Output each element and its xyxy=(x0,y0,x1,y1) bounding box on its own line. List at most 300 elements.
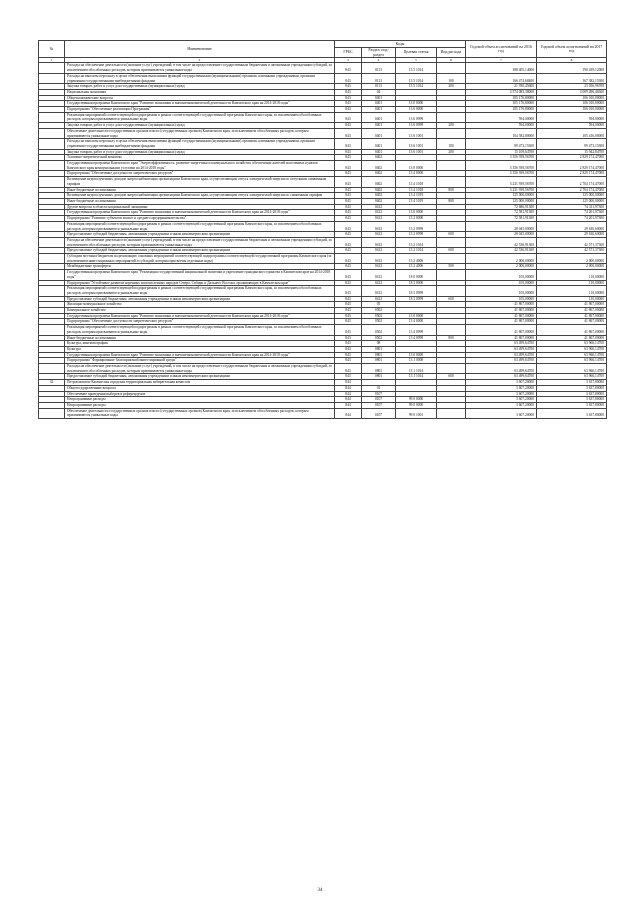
row-target-article: 13 2 0999 xyxy=(396,221,437,231)
row-name: Обеспечение проведения выборов и референдумов xyxy=(65,391,335,397)
row-grbs: 843 xyxy=(335,254,362,264)
row-grbs: 843 xyxy=(335,123,362,129)
row-name: Иные бюджетные ассигнования xyxy=(65,335,335,341)
row-amount-2016: 105,00000 xyxy=(466,286,537,296)
row-razdel: 0401 xyxy=(362,149,396,155)
row-name: Обеспечение деятельности государственных органов власти (государственных органов) Камчатского края, за исключением обособленных расходов, которым присваиваются уникальные коды xyxy=(65,128,335,138)
row-razdel: 0401 xyxy=(362,128,396,138)
row-amount-2017: 63 966,14700 xyxy=(537,358,607,364)
row-razdel: 0412 xyxy=(362,204,396,210)
row-amount-2017: 3 637,80000 xyxy=(537,391,607,397)
row-amount-2016: 63 499,64700 xyxy=(466,341,537,347)
row-expense-type xyxy=(437,286,466,296)
row-number xyxy=(39,139,65,149)
row-name: Топливно-энергетический комплекс xyxy=(65,155,335,161)
row-amount-2016: 3 607,20000 xyxy=(466,403,537,409)
row-amount-2017: 63 966,14700 xyxy=(537,346,607,352)
table-row xyxy=(39,237,607,247)
row-razdel: 04 xyxy=(362,89,396,95)
row-target-article: 13 4 0000 xyxy=(396,171,437,177)
table-row xyxy=(39,254,607,264)
row-amount-2017: 125 000,00000 xyxy=(537,198,607,204)
row-number xyxy=(39,63,65,73)
row-razdel: 0401 xyxy=(362,112,396,122)
row-name: Реализация мероприятий соответствующей подпрограммы в рамках соответствующей государственной программы Камчатского края, за исключением обособленных расходов, которым присваиваются уникальные коды xyxy=(65,221,335,231)
row-amount-2016: 166 474,68400 xyxy=(466,73,537,83)
row-amount-2016: 2 000,00000 xyxy=(466,264,537,270)
row-grbs: 843 xyxy=(335,286,362,296)
row-amount-2017: 89 473,15300 xyxy=(537,139,607,149)
row-razdel: 0401 xyxy=(362,123,396,129)
row-amount-2016: 3 231 939,56700 xyxy=(466,177,537,187)
column-number: 2 xyxy=(65,58,335,63)
row-name: Культура, кинематография xyxy=(65,341,335,347)
row-amount-2017: 3 009 496,46300 xyxy=(537,89,607,95)
row-amount-2017: 110,00000 xyxy=(537,296,607,302)
row-razdel: 05 xyxy=(362,302,396,308)
header-cs: Целевая статья xyxy=(396,48,437,58)
row-amount-2016: 63 499,64700 xyxy=(466,352,537,358)
table-row xyxy=(39,63,607,73)
row-amount-2016: 41 867,00000 xyxy=(466,302,537,308)
row-amount-2016: 41 867,00000 xyxy=(466,308,537,314)
row-target-article: 13 4 0000 xyxy=(396,319,437,325)
row-name: Государственная программа Камчатского края "Реализация государственной национальной политики и укрепление гражданского единства в Камчатском крае на 2014-2018 годы" xyxy=(65,270,335,280)
row-name: Подпрограмма "Обеспечение доступности энергетических ресурсов" xyxy=(65,171,335,177)
row-expense-type: 200 xyxy=(437,84,466,90)
row-amount-2017: 41 867,00000 xyxy=(537,302,607,308)
row-amount-2017: 190 439,12000 xyxy=(537,63,607,73)
row-grbs: 843 xyxy=(335,198,362,204)
row-grbs: 843 xyxy=(335,204,362,210)
column-number: 7 xyxy=(466,58,537,63)
row-grbs: 843 xyxy=(335,346,362,352)
row-target-article: 13 1 1014 xyxy=(396,364,437,374)
row-grbs: 843 xyxy=(335,335,362,341)
row-amount-2017: 23 056,96700 xyxy=(537,84,607,90)
row-amount-2017: 63 966,14700 xyxy=(537,352,607,358)
row-name: Иные бюджетные ассигнования xyxy=(65,198,335,204)
row-target-article: 13 1 0000 xyxy=(396,358,437,364)
row-grbs: 843 xyxy=(335,374,362,380)
row-amount-2016: 41 867,00000 xyxy=(466,313,537,319)
row-razdel: 0412 xyxy=(362,221,396,231)
row-amount-2017: 594,00000 xyxy=(537,112,607,122)
row-amount-2016: 125 000,00000 xyxy=(466,198,537,204)
table-row xyxy=(39,139,607,149)
header-name: Наименование xyxy=(65,41,335,58)
row-amount-2016: 63 499,64700 xyxy=(466,374,537,380)
row-amount-2017: 110,00000 xyxy=(537,286,607,296)
row-razdel: 0412 xyxy=(362,286,396,296)
row-razdel: 01 xyxy=(362,385,396,391)
row-target-article: 13 1 1014 xyxy=(396,374,437,380)
row-name: Расходы на выплаты персоналу в целях обеспечения выполнения функций государственными (муниципальными) органами, казенными учреждениями, органами управления государственными внебюджетными фондами xyxy=(65,139,335,149)
row-name: Общеэкономические вопросы xyxy=(65,95,335,101)
row-razdel: 08 xyxy=(362,341,396,347)
row-amount-2016: 89 473,15300 xyxy=(466,139,537,149)
row-amount-2016: 105,00000 xyxy=(466,296,537,302)
row-amount-2016: 105,00000 xyxy=(466,270,537,280)
row-razdel: 0401 xyxy=(362,139,396,149)
row-amount-2017: 106 010,00000 xyxy=(537,95,607,101)
row-amount-2016: 21 930,45600 xyxy=(466,84,537,90)
row-number xyxy=(39,270,65,280)
row-amount-2017: 29 630,60000 xyxy=(537,232,607,238)
row-grbs: 843 xyxy=(335,325,362,335)
row-name: Непрограммные расходы xyxy=(65,397,335,403)
row-target-article: 13 2 0999 xyxy=(396,232,437,238)
row-target-article: 13 6 1001 xyxy=(396,128,437,138)
row-target-article: 18 0 0000 xyxy=(396,270,437,280)
row-razdel: 0801 xyxy=(362,352,396,358)
row-expense-type: 600 xyxy=(437,374,466,380)
row-name: Жилищно-коммунальное хозяйство xyxy=(65,302,335,308)
row-number xyxy=(39,364,65,374)
row-razdel: 0412 xyxy=(362,296,396,302)
row-name: Реализация мероприятий соответствующей подпрограммы в рамках соответствующей государственной программы Камчатского края, за исключением обособленных расходов, которым присваиваются уникальные коды xyxy=(65,286,335,296)
row-target-article: 13 6 0999 xyxy=(396,123,437,129)
row-grbs: 843 xyxy=(335,296,362,302)
row-target-article: 13 0 0000 xyxy=(396,210,437,216)
row-grbs: 843 xyxy=(335,112,362,122)
row-expense-type: 600 xyxy=(437,232,466,238)
row-name: Предоставление субсидий бюджетным, автономным учреждениям и иным некоммерческим организациям xyxy=(65,296,335,302)
row-grbs: 843 xyxy=(335,319,362,325)
row-razdel: 0412 xyxy=(362,280,396,286)
row-target-article: 13 5 1014 xyxy=(396,84,437,90)
row-amount-2017: 3 637,80000 xyxy=(537,380,607,386)
row-name: Расходы на выплаты персоналу в целях обеспечения выполнения функций государственными (муниципальными) органами, казенными учреждениями, органами управления государственными внебюджетными фондами xyxy=(65,73,335,83)
row-name: Расходы на обеспечение деятельности (оказание услуг) учреждений, в том числе на предоставление государственным бюджетным и автономным учреждениям субсидий, за исключением обособленных расходов, которым присваиваются уникальные коды xyxy=(65,237,335,247)
row-name: Расходы на обеспечение деятельности (оказание услуг) учреждений, в том числе на предоставление государственным бюджетным и автономным учреждениям субсидий, за исключением обособленных расходов, которым присваиваются уникальные коды xyxy=(65,63,335,73)
row-name: Субсидии местным бюджетам на реализацию основных мероприятий соответствующей подпрограммы соответствующей государственной программы Камчатского края (за исключением инвестиционных мероприятий и субсидий, которым присвоены отдельные коды) xyxy=(65,254,335,264)
header-2016: Годовой объем ассигнований на 2016 год xyxy=(466,41,537,58)
row-target-article: 13 0 0000 xyxy=(396,313,437,319)
row-amount-2017: 74 311,97300 xyxy=(537,204,607,210)
table-row xyxy=(39,286,607,296)
row-razdel: 0502 xyxy=(362,308,396,314)
column-number: 5 xyxy=(396,58,437,63)
row-razdel: 0402 xyxy=(362,198,396,204)
row-amount-2017: 110,00000 xyxy=(537,280,607,286)
row-expense-type: 800 xyxy=(437,335,466,341)
row-expense-type: 100 xyxy=(437,73,466,83)
row-amount-2016: 3 356 939,56700 xyxy=(466,161,537,171)
row-razdel: 0412 xyxy=(362,216,396,222)
row-number xyxy=(39,221,65,231)
row-grbs: 843 xyxy=(335,302,362,308)
row-name: Государственная программа Камчатского края "Развитие экономики и внешнеэкономической деятельности Камчатского края на 2014-2018 годы" xyxy=(65,313,335,319)
row-name: Иные бюджетные ассигнования xyxy=(65,187,335,193)
row-name: Подпрограмма "Обеспечение реализации Программы" xyxy=(65,107,335,113)
row-razdel: 0502 xyxy=(362,319,396,325)
row-amount-2016: 104 582,80000 xyxy=(466,128,537,138)
row-target-article: 13 6 1001 xyxy=(396,149,437,155)
row-name: Общегосударственные вопросы xyxy=(65,385,335,391)
row-amount-2016: 28 045,00000 xyxy=(466,221,537,231)
row-amount-2016: 28 045,00000 xyxy=(466,232,537,238)
row-number xyxy=(39,73,65,83)
row-grbs: 843 xyxy=(335,358,362,364)
row-target-article: 13 0 0000 xyxy=(396,101,437,107)
row-name: Государственная программа Камчатского края "Энергоэффективность, развитие энергетики и коммунального хозяйства, обеспечение жителей населенных пунктов Камчатского края коммунальными услугами на 2014-2018 годы" xyxy=(65,161,335,171)
row-grbs: 843 xyxy=(335,364,362,374)
row-target-article: 13 2 4006 xyxy=(396,264,437,270)
header-2017: Годовой объем ассигнований на 2017 год xyxy=(537,41,607,58)
row-amount-2017: 2 829 174,47000 xyxy=(537,155,607,161)
row-razdel: 0502 xyxy=(362,325,396,335)
row-expense-type: 600 xyxy=(437,296,466,302)
row-grbs: 843 xyxy=(335,101,362,107)
header-razdel: Раздел, под-раздел xyxy=(362,48,396,58)
row-grbs: 843 xyxy=(335,161,362,171)
table-body xyxy=(39,63,607,419)
row-expense-type xyxy=(437,177,466,187)
row-number xyxy=(39,177,65,187)
row-expense-type: 100 xyxy=(437,139,466,149)
row-grbs: 843 xyxy=(335,264,362,270)
row-razdel: 0401 xyxy=(362,101,396,107)
row-target-article: 13 2 1014 xyxy=(396,237,437,247)
row-grbs: 843 xyxy=(335,270,362,280)
row-amount-2017: 2 704 174,47000 xyxy=(537,187,607,193)
row-name: Государственная программа Камчатского края "Развитие экономики и внешнеэкономической деятельности Камчатского края на 2014-2018 годы" xyxy=(65,352,335,358)
row-amount-2017: 106 010,00000 xyxy=(537,101,607,107)
row-grbs: 843 xyxy=(335,107,362,113)
row-amount-2017: 3 637,80000 xyxy=(537,397,607,403)
row-target-article: 13 2 4006 xyxy=(396,254,437,264)
row-expense-type: 500 xyxy=(437,264,466,270)
row-name: Государственная программа Камчатского края "Развитие экономики и внешнеэкономической деятельности Камчатского края на 2014-2018 годы" xyxy=(65,210,335,216)
row-name: Обеспечение деятельности государственных органов власти (государственных органов) Камчатского края, за исключением обособленных расходов, которым присваиваются уникальные коды xyxy=(65,408,335,418)
row-razdel: 0402 xyxy=(362,193,396,199)
row-number xyxy=(39,237,65,247)
row-razdel: 0402 xyxy=(362,171,396,177)
table-row xyxy=(39,325,607,335)
row-grbs: 843 xyxy=(335,216,362,222)
row-razdel: 0801 xyxy=(362,346,396,352)
row-amount-2017: 42 571,37300 xyxy=(537,248,607,254)
header-vr: Вид расхода xyxy=(437,48,466,58)
row-razdel: 0412 xyxy=(362,248,396,254)
row-amount-2016: 3 607,20000 xyxy=(466,380,537,386)
row-expense-type: 600 xyxy=(437,248,466,254)
row-number xyxy=(39,112,65,122)
row-amount-2017: 594,00000 xyxy=(537,123,607,129)
row-amount-2016: 41 867,00000 xyxy=(466,335,537,341)
row-amount-2016: 105 176,80000 xyxy=(466,107,537,113)
row-grbs: 843 xyxy=(335,308,362,314)
row-razdel: 0113 xyxy=(362,84,396,90)
header-codes: Коды xyxy=(335,41,466,48)
row-number xyxy=(39,408,65,418)
row-number: 32 xyxy=(39,380,65,386)
row-grbs: 843 xyxy=(335,128,362,138)
row-amount-2016: 72 581,91300 xyxy=(466,210,537,216)
page-number: 34 xyxy=(317,888,323,893)
column-number: 6 xyxy=(437,58,466,63)
row-amount-2017: 63 966,14700 xyxy=(537,374,607,380)
row-name: Предоставление субсидий бюджетным, автономным учреждениям и иным некоммерческим организациям xyxy=(65,248,335,254)
row-amount-2017: 106 010,00000 xyxy=(537,107,607,113)
row-name: Подпрограмма "Формирование благоприятной инвестиционной среды" xyxy=(65,358,335,364)
row-amount-2016: 125 000,00000 xyxy=(466,193,537,199)
row-amount-2017: 3 637,80000 xyxy=(537,403,607,409)
row-razdel: 0801 xyxy=(362,374,396,380)
row-amount-2017: 41 867,00000 xyxy=(537,325,607,335)
row-grbs: 843 xyxy=(335,139,362,149)
row-number xyxy=(39,161,65,171)
row-amount-2017: 110,00000 xyxy=(537,270,607,280)
row-target-article: 13 4 1018 xyxy=(396,187,437,193)
table-row xyxy=(39,128,607,138)
row-amount-2017: 29 630,60000 xyxy=(537,221,607,231)
row-razdel: 0113 xyxy=(362,63,396,73)
row-amount-2016: 3 607,20000 xyxy=(466,385,537,391)
row-razdel: 0401 xyxy=(362,95,396,101)
row-amount-2016: 3 607,20000 xyxy=(466,391,537,397)
row-amount-2016: 188 405,14000 xyxy=(466,63,537,73)
row-target-article: 18 3 0999 xyxy=(396,286,437,296)
row-amount-2016: 15 109,64700 xyxy=(466,149,537,155)
row-grbs: 843 xyxy=(335,84,362,90)
row-expense-type xyxy=(437,270,466,280)
row-expense-type xyxy=(437,254,466,264)
row-target-article: 13 6 1001 xyxy=(396,139,437,149)
row-amount-2017: 2 000,00000 xyxy=(537,264,607,270)
row-razdel: 0107 xyxy=(362,397,396,403)
row-amount-2016: 3 607,20000 xyxy=(466,397,537,403)
row-grbs: 843 xyxy=(335,155,362,161)
row-grbs: 844 xyxy=(335,408,362,418)
row-name: Культура xyxy=(65,346,335,352)
table-row xyxy=(39,73,607,83)
column-number: 1 xyxy=(39,58,65,63)
row-name: Реализация мероприятий соответствующей подпрограммы в рамках соответствующей государственной программы Камчатского края, за исключением обособленных расходов, которым присваиваются уникальные коды xyxy=(65,112,335,122)
row-amount-2017: 167 382,15300 xyxy=(537,73,607,83)
row-amount-2016: 72 581,91300 xyxy=(466,216,537,222)
row-expense-type xyxy=(437,237,466,247)
row-number xyxy=(39,128,65,138)
row-amount-2016: 63 499,64700 xyxy=(466,364,537,374)
row-target-article: 13 2 0000 xyxy=(396,216,437,222)
row-amount-2016: 105 176,80000 xyxy=(466,95,537,101)
row-razdel: 0502 xyxy=(362,313,396,319)
row-name: Петропавловск-Камчатская городская территориальная избирательная комиссия xyxy=(65,380,335,386)
row-target-article: 18 3 0000 xyxy=(396,280,437,286)
row-name: Подпрограмма "Развитие субъектов малого и среднего предпринимательства" xyxy=(65,216,335,222)
row-grbs: 843 xyxy=(335,341,362,347)
row-name: Закупка товаров, работ и услуг для государственных (муниципальных) нужд xyxy=(65,123,335,129)
row-amount-2016: 3 231 939,56700 xyxy=(466,187,537,193)
row-expense-type xyxy=(437,161,466,171)
row-razdel: 0402 xyxy=(362,177,396,187)
row-grbs: 843 xyxy=(335,187,362,193)
row-razdel: 0401 xyxy=(362,107,396,113)
row-name: Подпрограмма "Устойчивое развитие коренных малочисленных народов Севера, Сибири и Дальнего Востока, проживающих в Камчатском крае" xyxy=(65,280,335,286)
row-target-article: 99 0 0000 xyxy=(396,403,437,409)
row-name: Предоставление субсидий бюджетным, автономным учреждениям и иным некоммерческим организациям xyxy=(65,232,335,238)
row-amount-2017: 105 416,00000 xyxy=(537,128,607,138)
row-grbs: 843 xyxy=(335,248,362,254)
row-amount-2017: 74 201,97300 xyxy=(537,210,607,216)
row-razdel: 0801 xyxy=(362,358,396,364)
row-target-article: 13 4 1018 xyxy=(396,177,437,187)
row-target-article: 13 0 0000 xyxy=(396,352,437,358)
row-expense-type xyxy=(437,325,466,335)
row-number xyxy=(39,325,65,335)
row-razdel: 0402 xyxy=(362,161,396,171)
row-razdel: 0107 xyxy=(362,391,396,397)
row-amount-2016: 105,00000 xyxy=(466,280,537,286)
row-target-article: 13 4 0999 xyxy=(396,325,437,335)
column-number: 4 xyxy=(362,58,396,63)
row-amount-2017: 2 829 174,47000 xyxy=(537,171,607,177)
row-expense-type: 800 xyxy=(437,187,466,193)
header-grbs: ГРБС xyxy=(335,48,362,58)
table-row xyxy=(39,177,607,187)
row-target-article: 13 6 0000 xyxy=(396,107,437,113)
row-expense-type xyxy=(437,364,466,374)
row-name: Возмещение недополученных доходов энергоснабжающим организациям Камчатского края, осуществляющим отпуск электрической энергии по сниженным тарифам xyxy=(65,193,335,199)
row-target-article: 13 2 1014 xyxy=(396,248,437,254)
row-target-article: 99 0 1001 xyxy=(396,408,437,418)
header-row xyxy=(39,41,607,48)
row-name: Предоставление субсидий бюджетным, автономным учреждениям и иным некоммерческим организациям xyxy=(65,374,335,380)
row-grbs: 843 xyxy=(335,193,362,199)
budget-table xyxy=(38,40,607,419)
row-razdel: 0412 xyxy=(362,237,396,247)
row-name: Подпрограмма "Обеспечение доступности энергетических ресурсов" xyxy=(65,319,335,325)
row-razdel: 0412 xyxy=(362,254,396,264)
row-grbs: 844 xyxy=(335,380,362,386)
row-grbs: 843 xyxy=(335,352,362,358)
row-amount-2017: 41 867,00000 xyxy=(537,319,607,325)
row-grbs: 844 xyxy=(335,397,362,403)
table-row xyxy=(39,161,607,171)
row-expense-type xyxy=(437,221,466,231)
row-amount-2016: 3 574 083,38000 xyxy=(466,89,537,95)
row-grbs: 843 xyxy=(335,149,362,155)
row-name: Закупка товаров, работ и услуг для государственных (муниципальных) нужд xyxy=(65,149,335,155)
row-razdel: 0402 xyxy=(362,187,396,193)
table-row xyxy=(39,270,607,280)
row-amount-2017: 41 867,00000 xyxy=(537,335,607,341)
row-razdel: 0402 xyxy=(362,155,396,161)
row-target-article: 13 4 1019 xyxy=(396,198,437,204)
row-name: Закупка товаров, работ и услуг для государственных (муниципальных) нужд xyxy=(65,84,335,90)
row-target-article: 13 5 1014 xyxy=(396,73,437,83)
row-grbs: 843 xyxy=(335,95,362,101)
row-name: Возмещение недополученных доходов энергоснабжающим организациям Камчатского края, осуществляющим отпуск электрической энергии по отпускным сниженным тарифам xyxy=(65,177,335,187)
row-amount-2017: 74 201,97300 xyxy=(537,216,607,222)
row-grbs: 843 xyxy=(335,280,362,286)
row-amount-2016: 594,00000 xyxy=(466,112,537,122)
row-grbs: 843 xyxy=(335,171,362,177)
row-amount-2016: 42 536,91300 xyxy=(466,237,537,247)
row-grbs: 843 xyxy=(335,210,362,216)
row-name: Коммунальное хозяйство xyxy=(65,308,335,314)
row-razdel: 0107 xyxy=(362,408,396,418)
row-name: Государственная программа Камчатского края "Развитие экономики и внешнеэкономической деятельности Камчатского края на 2014-2018 годы" xyxy=(65,101,335,107)
row-grbs: 843 xyxy=(335,73,362,83)
row-target-article: 13 5 1014 xyxy=(396,63,437,73)
row-name: Расходы на обеспечение деятельности (оказание услуг) учреждений, в том числе на предоставление государственным бюджетным и автономным учреждениям субсидий, за исключением обособленных расходов, которым присваиваются уникальные коды xyxy=(65,364,335,374)
row-amount-2016: 63 499,64700 xyxy=(466,358,537,364)
row-expense-type: 200 xyxy=(437,123,466,129)
row-amount-2017: 15 942,84700 xyxy=(537,149,607,155)
